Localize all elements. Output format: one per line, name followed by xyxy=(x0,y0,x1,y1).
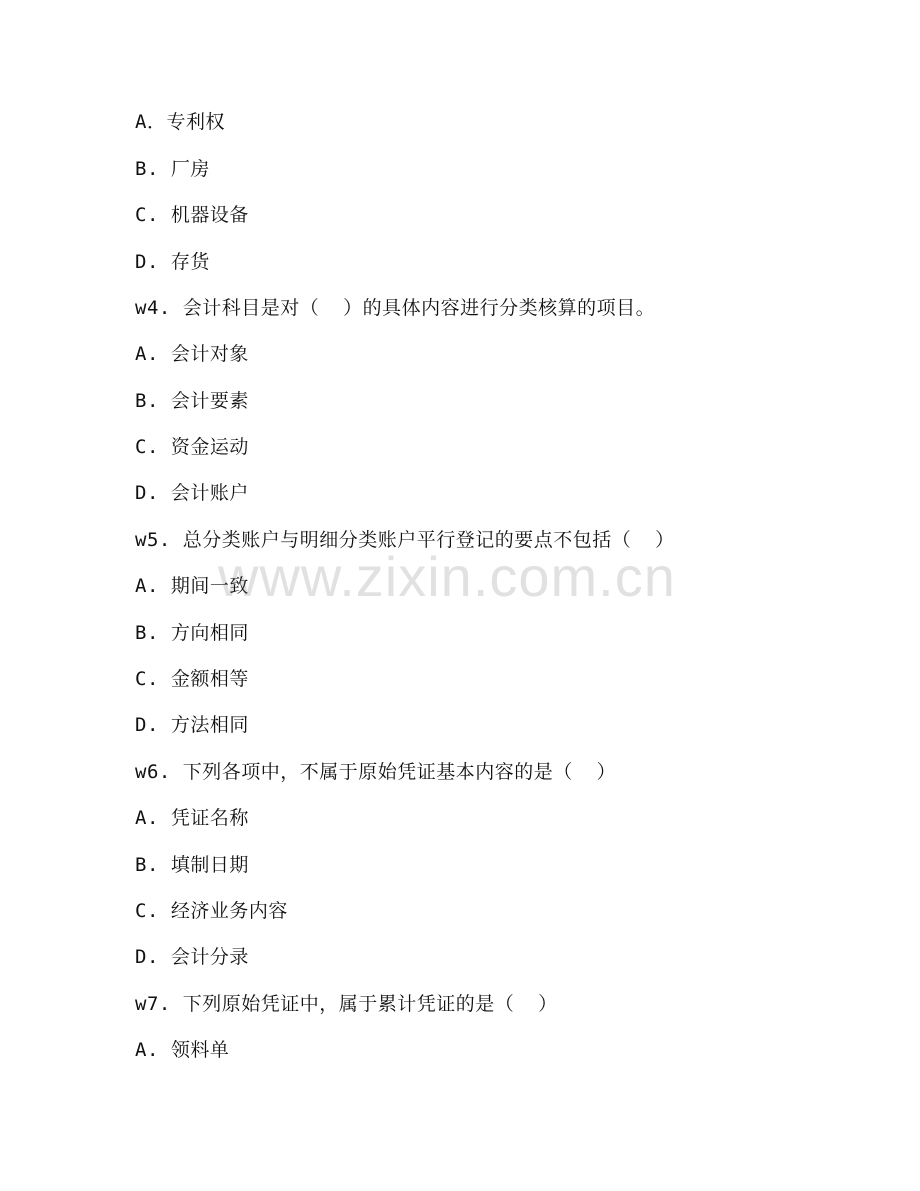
option-c-text: C. 机器设备 xyxy=(135,204,249,226)
question-w4: w4. 会计科目是对（ ）的具体内容进行分类核算的项目。 xyxy=(135,297,656,319)
option-a-text: A. 领料单 xyxy=(135,1039,230,1061)
option-b-text: B. 方向相同 xyxy=(135,622,249,644)
option-c-text: C. 金额相等 xyxy=(135,668,249,690)
option-b-text: B. 填制日期 xyxy=(135,854,249,876)
option-a-text: A. 期间一致 xyxy=(135,575,249,597)
option-a-text: A. 凭证名称 xyxy=(135,807,249,829)
option-d-text: D. 方法相同 xyxy=(135,714,249,736)
option-b-text: B. 厂房 xyxy=(135,158,210,180)
option-b-text: B. 会计要素 xyxy=(135,390,249,412)
watermark: www.zixin.com.cn xyxy=(218,545,676,608)
option-c-text: C. 资金运动 xyxy=(135,436,249,458)
option-c-text: C. 经济业务内容 xyxy=(135,900,288,922)
option-d-text: D. 会计账户 xyxy=(135,482,249,504)
question-w5: w5. 总分类账户与明细分类账户平行登记的要点不包括（ ） xyxy=(135,529,675,551)
option-a-text: A. 会计对象 xyxy=(135,343,249,365)
question-w6: w6. 下列各项中，不属于原始凭证基本内容的是（ ） xyxy=(135,761,617,783)
option-a-text: A．专利权 xyxy=(135,111,225,133)
question-w7: w7. 下列原始凭证中，属于累计凭证的是（ ） xyxy=(135,993,558,1015)
option-d-text: D. 存货 xyxy=(135,251,210,273)
option-d-text: D. 会计分录 xyxy=(135,946,249,968)
